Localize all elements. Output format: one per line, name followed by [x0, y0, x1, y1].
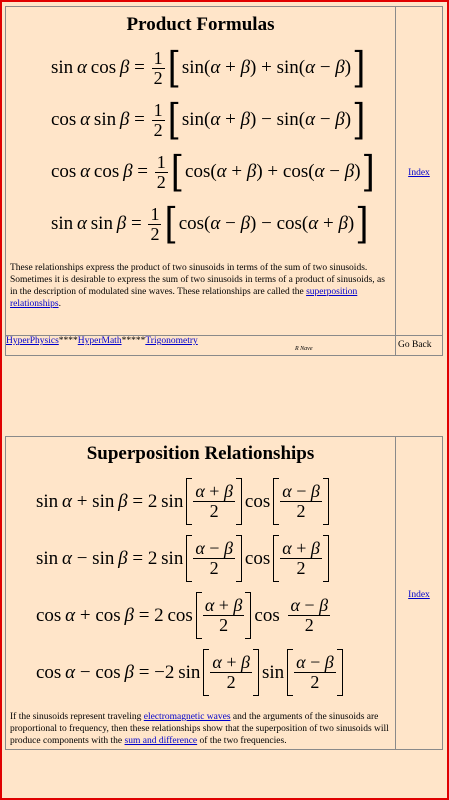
superposition-description-mid: and the arguments of the sinusoids are proportional to frequency, then these relationships show that the superposition of two sinusoids will produce components with the — [10, 712, 389, 746]
superposition-equations — [6, 473, 395, 701]
equation-cos-minus-cos: cos α − cos β = −2 sin $\frac{\alpha + \beta}{2}$ sin $\frac{\alpha - \beta}{2}$ — [6, 644, 395, 701]
hyperphysics-link[interactable]: HyperPhysics — [6, 336, 59, 346]
superposition-side-cell — [396, 437, 443, 750]
product-main-cell — [6, 7, 396, 336]
product-description-end: . — [58, 299, 61, 309]
superposition-panel — [5, 436, 443, 750]
footer-separator: **** — [58, 336, 78, 346]
equation-sin-minus-sin: sin α − sin β = 2 sin $\frac{\alpha - \beta}{2}$ cos $\frac{\alpha + \beta}{2}$ — [6, 530, 395, 587]
product-description-text: These relationships express the product of two sinusoids in terms of the sum of two sinusoids. Sometimes it is desirable to express the sum of two sinusoids in terms of a product of sinusoids, as in the description of modulated sine waves. These relationships are called the — [10, 263, 385, 297]
go-back-button[interactable]: Go Back — [396, 336, 443, 356]
product-equations — [6, 42, 395, 250]
equation-cos-plus-cos: cos α + cos β = 2 cos $\frac{\alpha + \beta}{2}$ cos $\frac{\alpha - \beta}{2}$ — [36, 595, 329, 635]
superposition-description — [6, 711, 395, 749]
product-side-cell — [396, 7, 443, 336]
index-link[interactable]: Index — [408, 590, 430, 600]
trigonometry-link[interactable]: Trigonometry — [145, 336, 198, 346]
electromagnetic-waves-link[interactable]: electromagnetic waves — [143, 712, 231, 722]
product-formulas-panel — [5, 6, 443, 356]
equation-cos-sin: cos α sin β = $\frac{1}{2}$ [ sin(α + β) − sin(α − β) ] — [51, 95, 366, 145]
superposition-main-cell — [6, 437, 396, 750]
product-title: Product Formulas — [126, 14, 275, 35]
sum-and-difference-link[interactable]: sum and difference — [124, 736, 198, 746]
footer-nav — [6, 336, 396, 356]
equation-sin-sin: sin α sin β = $\frac{1}{2}$ [ cos(α − β) − cos(α + β) ] — [51, 199, 369, 249]
equation-cos-cos: cos α cos β = $\frac{1}{2}$ [ cos(α + β) + cos(α − β) ] — [51, 147, 375, 197]
footer-separator: ***** — [121, 336, 146, 346]
index-link[interactable]: Index — [408, 168, 430, 178]
product-description — [6, 262, 395, 312]
equation-sin-cos: sin α cos β = $\frac{1}{2}$ [ sin(α + β) + sin(α − β) ] — [51, 43, 366, 93]
superposition-description-end: of the two frequencies. — [197, 736, 287, 746]
superposition-title: Superposition Relationships — [86, 443, 315, 464]
equation-sin-plus-sin: sin α + sin β = 2 sin $\frac{\alpha + \beta}{2}$ cos $\frac{\alpha - \beta}{2}$ — [6, 473, 395, 530]
superposition-relationships-link[interactable]: superposition relationships — [10, 287, 358, 309]
hypermath-link[interactable]: HyperMath — [77, 336, 122, 346]
superposition-description-text: If the sinusoids represent traveling — [10, 712, 144, 722]
author-credit: R Nave — [295, 346, 313, 352]
